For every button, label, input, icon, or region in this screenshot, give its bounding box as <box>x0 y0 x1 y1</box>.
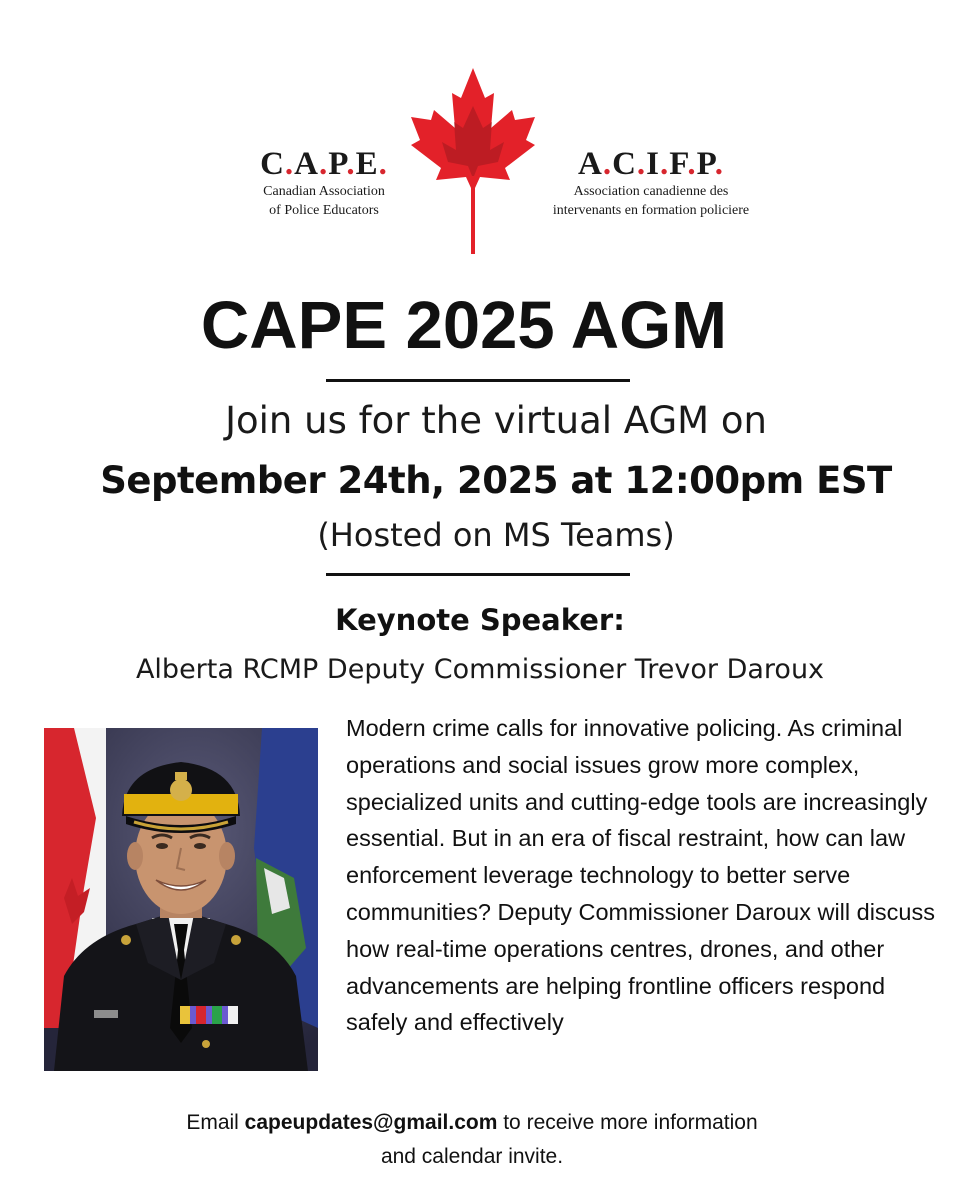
contact-line-2: and calendar invite. <box>380 1145 564 1168</box>
maple-leaf-icon <box>408 66 538 256</box>
page-title: CAPE 2025 AGM <box>200 288 728 363</box>
contact-footer <box>0 1106 944 1174</box>
contact-line-1 <box>0 1106 944 1140</box>
cape-acronym: C.A.P.E. <box>260 146 388 182</box>
keynote-description: Modern crime calls for innovative policing. As criminal operations and social issues grow more complex, specialized units and cutting-edge tools are increasingly essential. But in an era of fiscal restraint, how can law enforcement leverage technology to better serve communities? Deputy Commissioner Daroux will discuss how real-time operations centres, drones, and other advancements are helping frontline officers respond safely and effectively <box>346 715 935 1036</box>
hosted-on-text: (Hosted on MS Teams) <box>317 516 675 554</box>
speaker-photo <box>44 728 318 1071</box>
divider <box>326 573 630 576</box>
contact-suffix: to receive more information <box>497 1111 758 1134</box>
email-link[interactable]: capeupdates@gmail.com <box>244 1111 498 1134</box>
cape-name-line-2: of Police Educators <box>269 203 379 218</box>
acifp-name-line-2: intervenants en formation policiere <box>552 203 750 218</box>
event-date: September 24th, 2025 at 12:00pm EST <box>100 459 892 502</box>
divider <box>326 379 630 382</box>
contact-prefix: Email <box>186 1111 245 1134</box>
keynote-label: Keynote Speaker: <box>335 603 625 637</box>
cape-logo-text <box>248 146 400 220</box>
cape-name-line-1: Canadian Association <box>263 184 385 199</box>
acifp-acronym: A.C.I.F.P. <box>577 146 725 182</box>
intro-text: Join us for the virtual AGM on <box>225 399 767 442</box>
acifp-logo-text <box>546 146 756 220</box>
acifp-name-line-1: Association canadienne des <box>573 184 729 199</box>
keynote-speaker-name: Alberta RCMP Deputy Commissioner Trevor Daroux <box>135 654 825 685</box>
